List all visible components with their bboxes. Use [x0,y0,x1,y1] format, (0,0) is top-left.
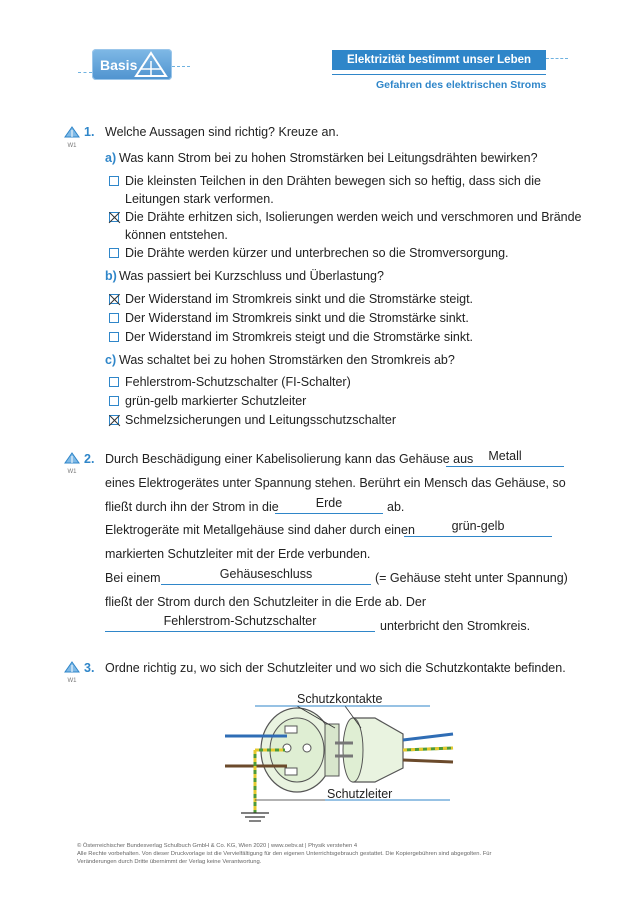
level-triangle-icon [64,661,80,673]
task3-question: Ordne richtig zu, wo sich der Schutzleiter und wo sich die Schutzkontakte befinden. [105,661,566,675]
task1a-option2-line2: können entstehen. [125,228,228,242]
task1a-option1-line1: Die kleinsten Teilchen in den Drähten bewegen sich so heftig, dass sich die [125,174,541,188]
task2-line4: Elektrogeräte mit Metallgehäuse sind daher durch einen [105,523,415,537]
label-schutzleiter[interactable]: Schutzleiter [327,787,393,801]
task3-level: W1 [67,678,77,684]
task2-blank-gehaeuseschluss[interactable]: Gehäuseschluss [161,568,371,585]
level-triangle-icon [64,452,80,464]
task1b-option3-text: Der Widerstand im Stromkreis steigt und die Stromstärke sinkt. [125,330,474,344]
task2-icon [64,451,80,475]
task1b-question: Was passiert bei Kurzschluss und Überlastung? [119,269,384,283]
task1a-option1-checkbox[interactable] [109,176,119,186]
task2-line6b: (= Gehäuse steht unter Spannung) [375,571,568,585]
task1-question: Welche Aussagen sind richtig? Kreuze an. [105,125,339,139]
task1b-prefix: b) [105,269,117,283]
task2-line1: Durch Beschädigung einer Kabelisolierung kann das Gehäuse aus [105,452,474,466]
task1c-option3-checkbox[interactable] [109,415,119,425]
footer-line2: Alle Rechte vorbehalten. Von dieser Druckvorlage ist die Vervielfältigung für den eigenen Unterrichtsgebrauch gestattet. Die Kopiergebühren sind abgegolten. Für [77,851,492,857]
task1a-option2-checkbox[interactable] [109,212,119,222]
task2-line8: unterbricht den Stromkreis. [380,619,531,633]
task2-blank-fi-schalter[interactable]: Fehlerstrom-Schutzschalter [105,615,375,632]
task2-line6a: Bei einem [105,571,161,585]
banner-title: Elektrizität bestimmt unser Leben [332,50,546,70]
task1a-prefix: a) [105,151,117,165]
task1c-prefix: c) [105,353,117,367]
task1a-option1-line2: Leitungen stark verformen. [125,192,274,206]
task2-level: W1 [67,469,77,475]
label-schutzkontakte[interactable]: Schutzkontakte [297,692,383,706]
task1b-option1-checkbox[interactable] [109,294,119,304]
task1-number: 1. [84,125,95,139]
task1c-option3-text: Schmelzsicherungen und Leitungsschutzschalter [125,413,396,427]
task1a-option2-line1: Die Drähte erhitzen sich, Isolierungen werden weich und verschmoren und Brände [125,210,582,224]
task3-number: 3. [84,661,95,675]
task2-line3a: fließt durch ihn der Strom in die [105,500,279,514]
task1b-option2-checkbox[interactable] [109,313,119,323]
task1a-option3-checkbox[interactable] [109,248,119,258]
task2-blank-gruen-gelb[interactable]: grün-gelb [404,520,552,537]
task1-icon [64,125,80,149]
task2-blank-erde[interactable]: Erde [275,497,383,514]
task3-icon [64,660,80,684]
footer-line3: Veränderungen durch Dritte übernimmt der Verlag keine Verantwortung. [77,859,262,865]
task2-blank-metall[interactable]: Metall [446,450,564,467]
task1c-option1-checkbox[interactable] [109,377,119,387]
task2-number: 2. [84,452,95,466]
task1c-question: Was schaltet bei zu hohen Stromstärken den Stromkreis ab? [119,353,455,367]
header-dash-mid [172,66,190,67]
plug-socket-illustration [225,688,455,833]
task1b-option3-checkbox[interactable] [109,332,119,342]
task2-line7: fließt der Strom durch den Schutzleiter in die Erde ab. Der [105,595,426,609]
task2-line2: eines Elektrogerätes unter Spannung stehen. Berührt ein Mensch das Gehäuse, so [105,476,566,490]
task2-line3b: ab. [387,500,405,514]
task1b-option2-text: Der Widerstand im Stromkreis sinkt und die Stromstärke sinkt. [125,311,469,325]
footer-line1: © Österreichischer Bundesverlag Schulbuch GmbH & Co. KG, Wien 2020 | www.oebv.at | Physik verstehen 4 [77,843,358,849]
basis-badge [92,49,172,80]
task1c-option2-text: grün-gelb markierter Schutzleiter [125,394,307,408]
level-triangle-icon [64,126,80,138]
header-rule [332,74,546,75]
basis-label: Basis [100,57,138,73]
task1a-question: Was kann Strom bei zu hohen Stromstärken bei Leitungsdrähten bewirken? [119,151,538,165]
header-dash-left [78,72,92,73]
task1a-option3-text: Die Drähte werden kürzer und unterbrechen so die Stromversorgung. [125,246,509,260]
page-subtitle: Gefahren des elektrischen Stroms [376,79,547,91]
task2-line5: markierten Schutzleiter mit der Erde verbunden. [105,547,371,561]
basis-triangle-icon [134,51,168,78]
task1c-option2-checkbox[interactable] [109,396,119,406]
header-dash-right [546,58,568,59]
task1-level: W1 [67,143,77,149]
task1c-option1-text: Fehlerstrom-Schutzschalter (FI-Schalter) [125,375,351,389]
task1b-option1-text: Der Widerstand im Stromkreis sinkt und die Stromstärke steigt. [125,292,474,306]
